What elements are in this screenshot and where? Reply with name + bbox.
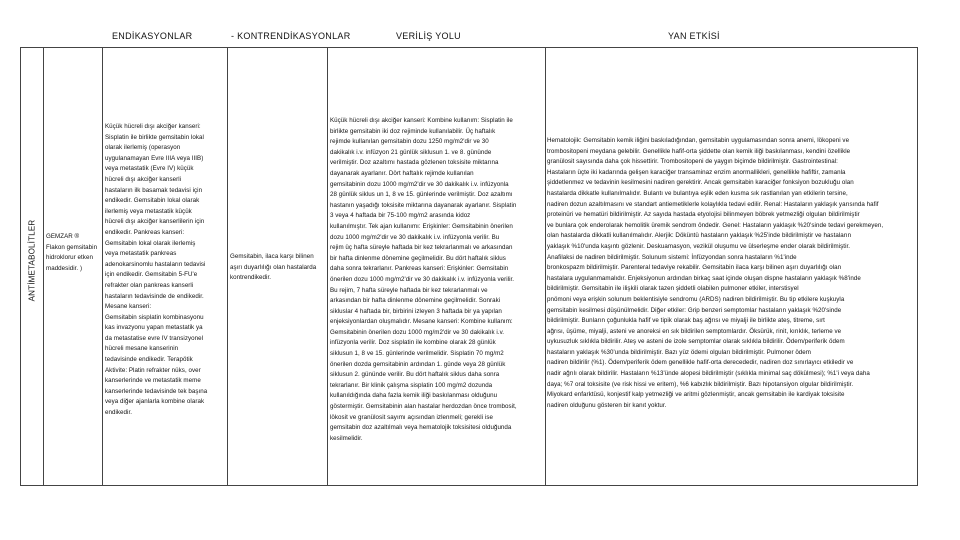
header-kontrendikasyonlar: - KONTRENDİKASYONLAR xyxy=(231,31,351,41)
header-yan-etkisi: YAN ETKİSİ xyxy=(668,31,720,41)
header-endikasyonlar: ENDİKASYONLAR xyxy=(112,31,193,41)
column-divider xyxy=(43,48,44,485)
verilis-yolu-cell: Küçük hücreli dışı akciğer kanseri: Kombine kullanım: Sisplatin ile birlikte gemsitabin iki doz rejiminde kullanılabilir. Üç haftalık rejimde kullanılan gemsitabin dozu 1250 mg/m2'dir ve 30 dakikalık i.v. infüzyon 21 günlük siklusun 1. ve 8. gününde verilmiştir. Doz azaltımı hastada gözlenen toksisite miktarına dayanarak ayarlanır. Dört haftalık rejimde kullanılan gemsitabinin dozu 1000 mg/m2'dir ve 30 dakikalık i.v. infüzyonla 28 günlük siklus un 1, 8 ve 15. günlerinde verilmiştir. Doz azaltımı hastanın yaşadığı toksisite miktarına dayanarak ayarlanır. Sisplatin 3 veya 4 haftada bir 75-100 mg/m2 arasında kidoz kullanılmıştır. Tek ajan kullanımı: Erişkinler: Gemsitabinin önerilen dozu 1000 mg/m2'dir ve 30 dakikalık i.v. infüzyonla verilir. Bu rejim üç hafta süreyle haftada bir kez tekrarlanmalı ve arkasından bir hafta dinlenme dönemine geçilmelidir. Bu dört haftalık siklus daha sonra tekrarlanır. Pankreas kanseri: Erişkinler: Gemsitabin önerilen dozu 1000 mg/m2'dir ve 30 dakikalık i.v. infüzyonla verilir. Bu rejim, 7 hafta süreyle haftada bir kez tekrarlanmalı ve arkasından bir hafta dinlenme dönemine geçilmelidir. Sonraki sikluslar 4 haftada bir, birbirini izleyen 3 haftada bir ya yapılan enjeksiyonlardan oluşmalıdır. Mesane kanseri: Kombine kullanım: Gemsitabinin önerilen dozu 1000 mg/m2'dir ve 30 dakikalık i.v. infüzyonla verilir. Doz sisplatin ile kombine olarak 28 günlük siklusun 1, 8 ve 15. günlerinde verilmelidir. Sisplatin 70 mg/m2 önerilen dozda gemsitabinin ardından 1. günde veya 28 günlük siklusun 2. gününde verilir. Bu dört haftalık siklus daha sonra tekrarlanır. Bir klinik çalışma sisplatin 100 mg/m2 dozunda kullanıldığında daha fazla kemik iliği baskılanması olduğunu göstermiştir. Gemsitabinin alan hastalar herdozdan önce trombosit, lökosit ve granülosit sayımı açısından izlenmeli; gerekli ise gemsitabin doz azaltılmalı veya hematolojik toksisitesi olduğunda kesilmelidir. xyxy=(330,117,517,442)
column-divider xyxy=(545,48,546,485)
column-divider xyxy=(327,48,328,485)
row-category-label: ANTİMETABOLİTLER xyxy=(27,219,37,302)
column-divider xyxy=(227,48,228,485)
yan-etkisi-cell: Hematolojik: Gemsitabin kemik iliğini baskıladığından, gemsitabin uygulamasından sonra anemi, lökopeni ve trombositopeni meydana gelebilir. Genellikle hafif-orta şiddette olan kemik iliği baskılanması, kendini özellikle granülosit sayısında daha çok hissettirir. Trombositopeni de yaygın biçimde bildirilmiştir. Gastrointestinal: Hastaların üçte iki kadarında gelişen karaciğer transaminaz enzim anormallikleri, genellikle hafiftir, zamanla şiddetlenmez ve tedavinin kesilmesini nadiren gerektirir. Ancak gemsitabin karaciğer fonksiyon bozukluğu olan hastalarda dikkatle kullanılmalıdır. Bulantı ve bulantıya eşlik eden kusma sık rastlanılan yan etkilerin tersine, nadiren dozun azaltılmasını ve standart antiemetiklerle kolaylıkla tedavi edilir. Renal: Hastaların yaklaşık yarısında hafif proteinüri ve hematüri bildirilmiştir. Az sayıda hastada etyolojisi bilinmeyen böbrek yetmezliği olguları bildirilmiştir ve bunlara çok enderolarak hemolitik üremik sendrom öndedir. Genel: Hastaların yaklaşık %20'sinde tedavi gerekmeyen, olan hastalarda dikkatli kullanılmalıdır. Alerjik: Döküntü hastaların yaklaşık %25'inde bildirilmiştir ve hastaların yaklaşık %10'unda kaşıntı gözlenir. Deskuamasyon, vezikül oluşumu ve ülserleşme ender olarak bildirilmiştir. Anafilaksi de nadiren bildirilmiştir. Solunum sistemi: İnfüzyondan sonra hastaların %1'inde bronkospazm bildirilmiştir. Parenteral tedaviye rekabilir. Gemsitabin ilaca karşı bilinen aşırı duyarlılığı olan hastalara uygulanmamalıdır. Enjeksiyonun ardından birkaç saat içinde oluşan dispne hastaların yaklaşık %8'inde bildirilmiştir. Gemsitabin ile ilişkili olarak tazen şiddetli olabilen pulmoner etkiler, interstisyel pnömoni veya erişkin solunum beklentisiyle sendromu (ARDS) nadiren bildirilmiştir. Bu tip etkilere kuşkuyla gemsitabin kesilmesi düşünülmelidir. Diğer etkiler: Grip benzeri semptomlar hastaların yaklaşık %20'sinde bildirilmiştir. Bunların çoğunlukla hafif ve tipik olarak baş ağrısı ve miyalji ile birlikte ateş, titreme, sırt ağrısı, üşüme, miyalji, asteni ve anoreksi en sık bildirilen semptomlardır. Öksürük, rinit, kırıklık, terleme ve uykusuzluk sıklıkla bildirilir. Ateş ve asteni de izole semptomlar olarak sıklıkla bildirilir. Ödem/periferik ödem hastaların yaklaşık %30'unda bildirilmiştir. Bazı yüz ödemi olguları bildirilmiştir. Pulmoner ödem nadiren bildirilir (%1). Ödem/periferik ödem genellikle hafif-orta derecededir, nadiren doz sınırlayıcı etkiledir ve nadir ağrılı olarak bildirilir. Hastaların %13'ünde alopesi bildirilmiştir (sıklıkla minimal saç dökülmesi); %1'i veya daha daya; %7 oral toksisite (ve risk hissi ve eritem), %6 kabızlık bildirilmiştir. Bazı hipotansiyon olgular bildirilmiştir. Miyokard enfarktüsü, konjestif kalp yetmezliği ve aritmi gözlenmiştir, ancak gemsitabin ile kardiyak toksisite nadiren olduğunu gösteren bir kanıt yoktur. xyxy=(547,137,884,409)
endikasyonlar-cell: Küçük hücreli dışı akciğer kanseri: Sisplatin ile birlikte gemsitabin lokal olarak ilerlemiş (operasyon uygulanamayan Evre IIIA veya IIIB) veya metastatik (Evre IV) küçük hücreli dışı akciğer kanserli hastaların ilk basamak tedavisi için endikedir. Gemsitabin lokal olarak ilerlemiş veya metastatik küçük hücreli dışı akciğer kanserlilerin için endikedir. Pankreas kanseri: Gemsitabin lokal olarak ilerlemiş veya metastatik pankreas adenokarsinomlu hastaların tedavisi için endikedir. Gemsitabin 5-FU'e refrakter olan pankreas kanserli hastaların tedavisinde de endikedir. Mesane kanseri: Gemsitabin sisplatin kombinasyonu kas invazyonu yapan metastatik ya da metastatise evre IV transizyonel hücreli mesane kanserinin tedavisinde endikedir. Terapötik Aktivite: Platin refrakter nüks, over kanserlerinde ve metastatik meme kanserlerinde tedavisinde tek başına veya diğer ajanlarla kombine olarak endikedir. xyxy=(105,123,208,417)
drug-name-cell: GEMZAR ® Flakon gemsitabin hidroklorur etken maddesidir. ) xyxy=(46,233,98,272)
drug-table xyxy=(20,47,918,486)
kontrendikasyonlar-cell: Gemsitabin, ilaca karşı bilinen aşırı duyarlılığı olan hastalarda kontrendikedir. xyxy=(230,253,317,282)
header-verilis-yolu: VERİLİŞ YOLU xyxy=(396,31,461,41)
